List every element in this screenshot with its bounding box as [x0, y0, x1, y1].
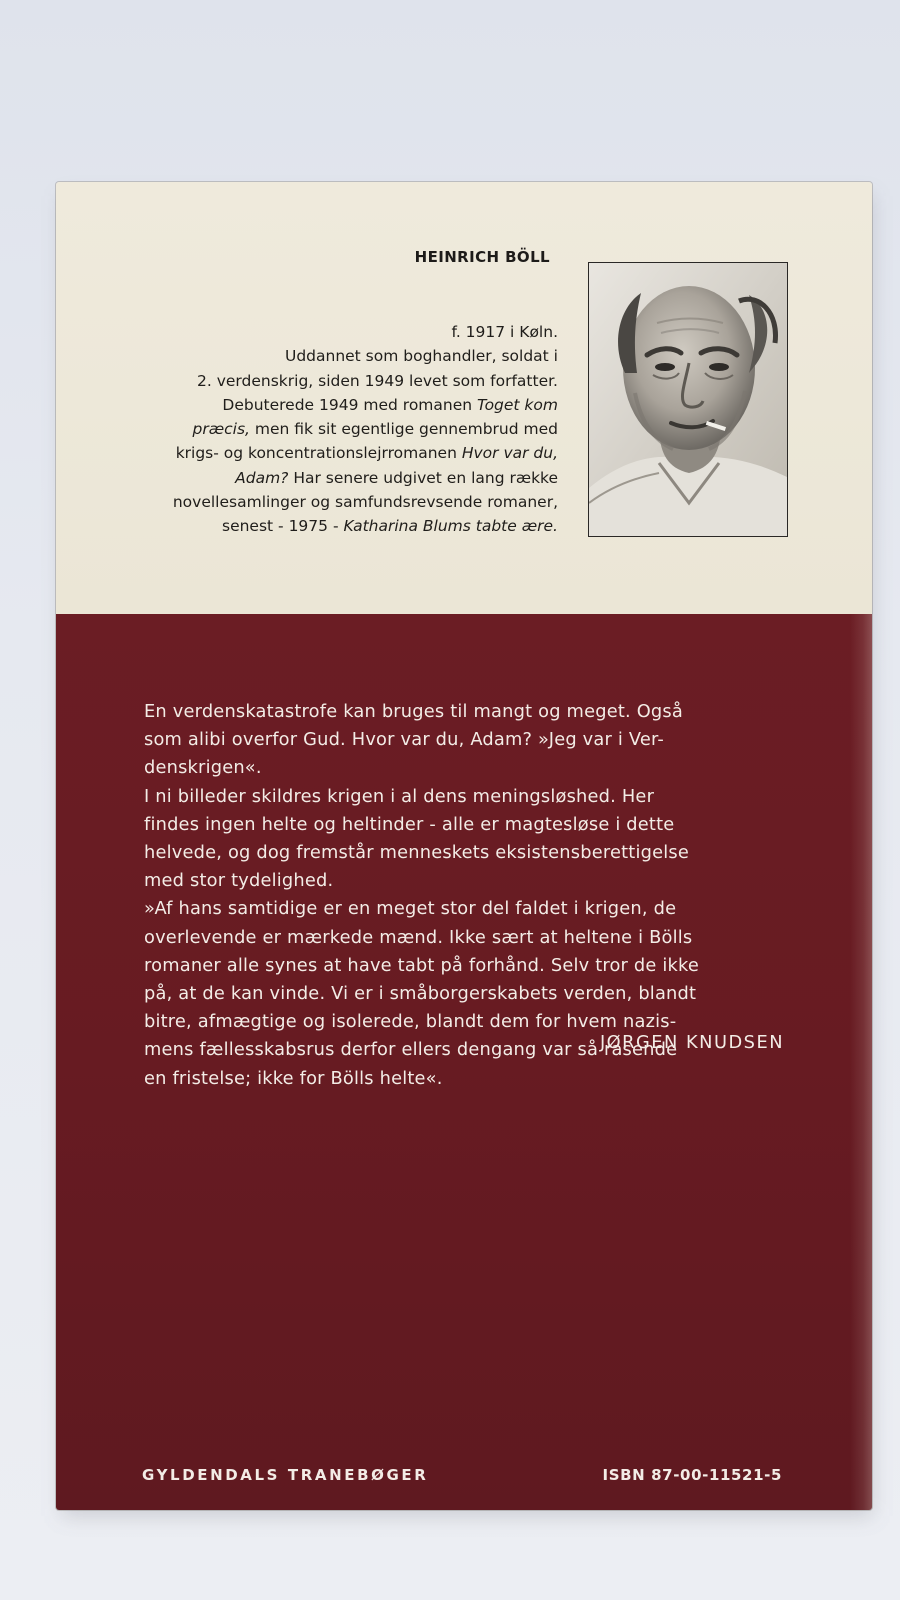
bio-text: Uddannet som boghandler, soldat i	[284, 347, 558, 366]
blurb-line: I ni billeder skildres krigen i al dens meningsløshed. Her	[144, 785, 655, 807]
bio-text: krigs- og koncentrationslejrromanen	[175, 444, 462, 463]
isbn-number: ISBN 87-00-11521-5	[602, 1466, 782, 1484]
blurb-panel	[56, 614, 872, 1510]
author-panel	[56, 182, 872, 614]
bio-title-italic: Adam?	[235, 468, 289, 487]
blurb-line: med stor tydelighed.	[144, 870, 334, 892]
bio-line	[136, 490, 558, 514]
blurb-line: romaner alle synes at have tabt på forhånd. Selv tror de ikke	[144, 954, 700, 976]
bio-text: 2. verdenskrig, siden 1949 levet som forfatter.	[196, 371, 558, 390]
bio-line	[136, 344, 558, 368]
blurb-line: mens fællesskabsrus derfor ellers dengang var så rasende	[144, 1039, 678, 1061]
bio-text: f. 1917 i Køln.	[451, 323, 558, 341]
blurb-line: en fristelse; ikke for Bölls helte«.	[144, 1067, 443, 1089]
review-signature: JØRGEN KNUDSEN	[599, 1032, 784, 1053]
edge-wear	[850, 614, 872, 1510]
portrait-photo	[589, 263, 788, 537]
author-portrait	[588, 262, 788, 537]
bio-title-italic: præcis,	[192, 420, 250, 439]
bio-text: novellesamlinger og samfundsrevsende romaner,	[172, 493, 558, 512]
bio-title-italic: Hvor var du,	[461, 444, 558, 463]
bio-line	[136, 320, 558, 344]
bio-line	[136, 514, 558, 538]
blurb-line: findes ingen helte og heltinder - alle er magtesløse i dette	[144, 813, 675, 835]
bio-line	[136, 369, 558, 393]
bio-title-italic: Katharina Blums tabte ære.	[343, 517, 558, 536]
blurb-line: bitre, afmægtige og isolerede, blandt dem for hvem nazis-	[144, 1011, 677, 1033]
bio-line	[136, 417, 558, 441]
book-back-cover	[56, 182, 872, 1510]
publisher-imprint: GYLDENDALS TRANEBØGER	[142, 1466, 429, 1484]
blurb-line: helvede, og dog fremstår menneskets eksistensberettigelse	[144, 842, 689, 864]
author-bio	[136, 320, 558, 539]
blurb-line: overlevende er mærkede mænd. Ikke sært at heltene i Bölls	[144, 926, 693, 948]
bio-text: Har senere udgivet en lang række	[288, 468, 558, 487]
bio-text: senest - 1975 -	[222, 517, 344, 536]
bio-text: Debuterede 1949 med romanen	[222, 395, 478, 414]
bio-line	[136, 466, 558, 490]
blurb-line: En verdenskatastrofe kan bruges til mangt og meget. Også	[144, 701, 683, 722]
bio-line	[136, 393, 558, 417]
bio-title-italic: Toget kom	[477, 395, 558, 414]
bio-text: men fik sit egentlige gennembrud med	[249, 420, 558, 439]
bio-line	[136, 441, 558, 465]
blurb-line: »Af hans samtidige er en meget stor del faldet i krigen, de	[144, 898, 677, 920]
blurb-line: denskrigen«.	[144, 757, 262, 779]
author-name: HEINRICH BÖLL	[414, 248, 550, 266]
blurb-line: som alibi overfor Gud. Hvor var du, Adam? »Jeg var i Ver-	[144, 729, 664, 751]
blurb-line: på, at de kan vinde. Vi er i småborgerskabets verden, blandt	[144, 983, 697, 1005]
